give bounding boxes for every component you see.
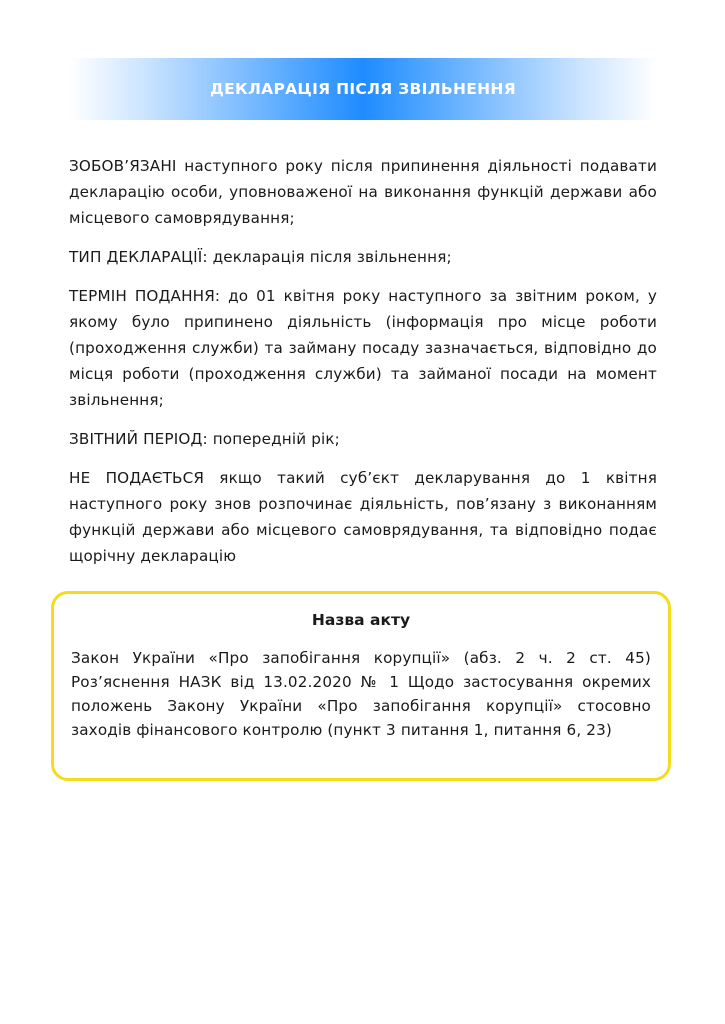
act-box-title: Назва акту — [311, 611, 411, 629]
act-box-text: Закон України «Про запобігання корупції» (абз. 2 ч. 2 ст. 45) Роз’яснення НАЗК від 13.02.2020 № 1 Щодо застосування окремих положень Закону України «Про запобігання корупції» стосовно заходів фінансового контролю (пункт 3 питання 1, питання 6, 23) — [71, 649, 651, 739]
submission-deadline-label: ТЕРМІН ПОДАННЯ: — [69, 287, 221, 305]
not-submitted-label: НЕ ПОДАЄТЬСЯ — [69, 469, 205, 487]
submission-deadline-text: до 01 квітня року наступного за звітним роком, у якому було припинено діяльність (інформація про місце роботи (проходження служби) та займану посаду зазначається, відповідно до місця роботи (проходження служби) та займаної посади на момент звільнення; — [69, 287, 657, 409]
reporting-period-paragraph — [69, 426, 657, 452]
obligated-label: ЗОБОВ’ЯЗАНІ — [69, 157, 177, 175]
obligated-paragraph — [69, 153, 657, 231]
obligated-text: наступного року після припинення діяльності подавати декларацію особи, уповноваженої на виконання функцій держави або місцевого самоврядування; — [69, 157, 657, 227]
declaration-type-label: ТИП ДЕКЛАРАЦІЇ: — [69, 248, 208, 266]
not-submitted-paragraph — [69, 465, 657, 569]
declaration-info — [69, 153, 657, 582]
declaration-type-text: декларація після звільнення; — [207, 248, 452, 266]
title-banner — [69, 58, 657, 120]
submission-deadline-paragraph — [69, 283, 657, 413]
reporting-period-text: попередній рік; — [207, 430, 340, 448]
not-submitted-text: якщо такий суб’єкт декларування до 1 квітня наступного року знов розпочинає діяльність, пов’язану з виконанням функцій держави або місцевого самоврядування, та відповідно подає щорічну декларацію — [69, 469, 657, 565]
page-title: ДЕКЛАРАЦІЯ ПІСЛЯ ЗВІЛЬНЕННЯ — [210, 80, 516, 98]
act-name-box — [51, 591, 671, 781]
declaration-type-paragraph — [69, 244, 657, 270]
reporting-period-label: ЗВІТНИЙ ПЕРІОД: — [69, 430, 208, 448]
